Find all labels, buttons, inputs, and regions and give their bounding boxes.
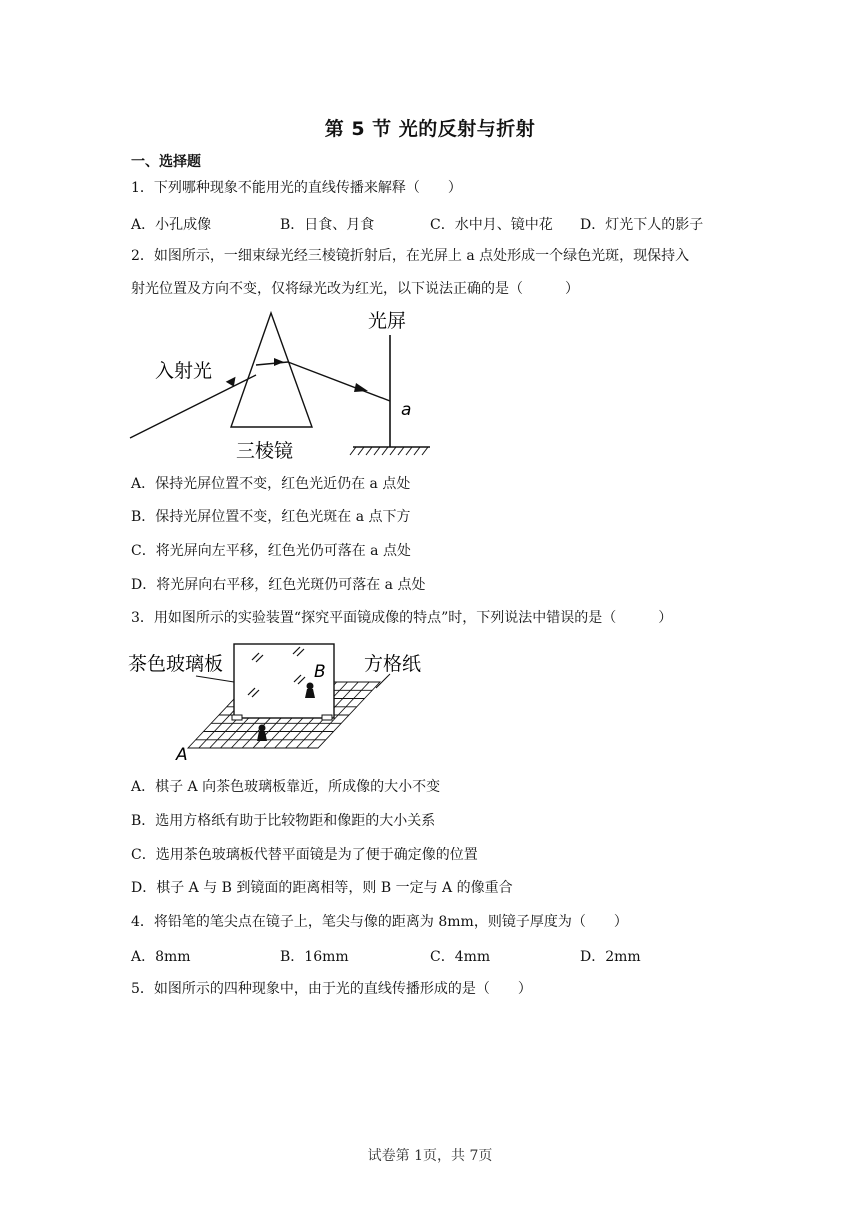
glass-leader-line [196, 676, 234, 682]
prism-diagram [128, 305, 438, 465]
paper-label: 方格纸 [364, 653, 422, 675]
q4-option-b: B．16mm [280, 949, 349, 965]
q2-option-c: C．将光屏向左平移，红色光仍可落在 a 点处 [131, 543, 411, 559]
q4-option-d: D．2mm [580, 949, 641, 965]
paper-leader-line [376, 674, 390, 688]
glass-stand-left [232, 715, 242, 720]
q2-option-a: A．保持光屏位置不变，红色光近仍在 a 点处 [131, 476, 411, 492]
q4-option-c: C．4mm [430, 949, 491, 965]
q2-option-d: D．将光屏向右平移，红色光斑仍可落在 a 点处 [131, 577, 426, 593]
question-2-stem-line-1: 2．如图所示，一细束绿光经三棱镜折射后，在光屏上 a 点处形成一个绿色光斑，现保持入 [131, 248, 690, 264]
question-2-stem-line-2: 射光位置及方向不变，仅将绿光改为红光，以下说法正确的是（ ） [131, 281, 579, 297]
mirror-experiment-diagram [128, 640, 438, 765]
question-4-stem: 4．将铅笔的笔尖点在镜子上，笔尖与像的距离为 8mm，则镜子厚度为（ ） [131, 914, 628, 930]
page-title: 第 5 节 光的反射与折射 [324, 118, 536, 140]
section-heading: 一、选择题 [131, 154, 201, 170]
piece-b-label: B [314, 662, 326, 682]
outgoing-arrow-icon [354, 383, 368, 392]
q3-option-a: A．棋子 A 向茶色玻璃板靠近，所成像的大小不变 [131, 779, 441, 795]
question-5-stem: 5．如图所示的四种现象中，由于光的直线传播形成的是（ ） [131, 981, 532, 997]
prism [231, 313, 312, 427]
q1-option-d: D．灯光下人的影子 [580, 217, 704, 233]
q3-option-c: C．选用茶色玻璃板代替平面镜是为了便于确定像的位置 [131, 847, 478, 863]
glass-label: 茶色玻璃板 [128, 653, 224, 675]
q4-option-a: A．8mm [131, 949, 191, 965]
screen-label: 光屏 [368, 310, 407, 332]
page-footer: 试卷第 1页，共 7页 [367, 1148, 493, 1164]
q1-option-c: C．水中月、镜中花 [430, 217, 553, 233]
glass-stand-right [322, 715, 332, 720]
ground-hatch [350, 447, 428, 455]
chess-piece-a [257, 725, 267, 742]
inside-arrow-icon [274, 358, 284, 366]
q1-option-a: A．小孔成像 [131, 217, 212, 233]
q1-option-b: B．日食、月食 [280, 217, 375, 233]
piece-a-label: A [176, 745, 188, 765]
q3-option-b: B．选用方格纸有助于比较物距和像距的大小关系 [131, 813, 436, 829]
question-1-stem: 1．下列哪种现象不能用光的直线传播来解释（ ） [131, 180, 462, 196]
refracted-ray-inside [256, 362, 288, 365]
prism-label: 三棱镜 [236, 440, 294, 462]
incident-ray [130, 375, 256, 438]
refracted-ray-out [288, 362, 390, 401]
q3-option-d: D．棋子 A 与 B 到镜面的距离相等，则 B 一定与 A 的像重合 [131, 880, 513, 896]
incident-light-label: 入射光 [155, 360, 213, 382]
point-a-label: a [401, 400, 412, 420]
q2-option-b: B．保持光屏位置不变，红色光斑在 a 点下方 [131, 509, 411, 525]
question-3-stem: 3．用如图所示的实验装置“探究平面镜成像的特点”时，下列说法中错误的是（ ） [131, 610, 673, 626]
